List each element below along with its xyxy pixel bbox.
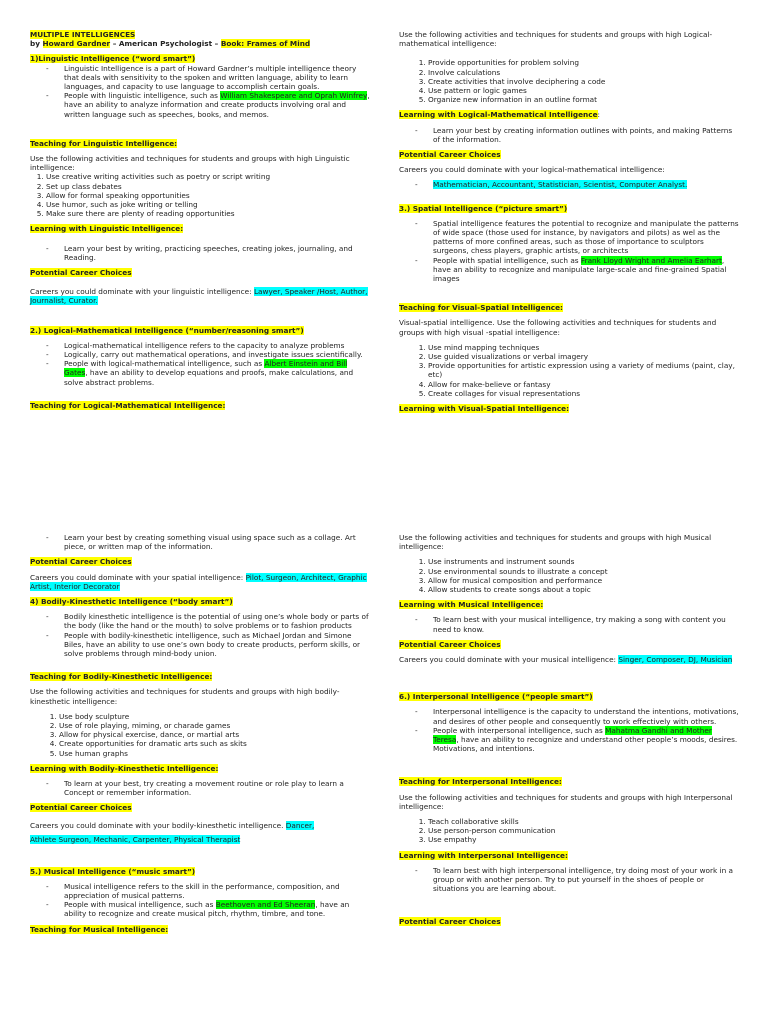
linguistic-teaching-list [30,172,370,218]
linguistic-teaching-intro: Use the following activities and techniques for students and groups with high Linguistic intelligence: [30,154,350,173]
list-item: - Learn your best by creating information outlines with points, and making Patterns of the information. [433,126,739,144]
page1-right-column [399,30,739,413]
list-item: 4. Create opportunities for dramatic arts such as skits [59,739,370,748]
logical-teaching-heading: Teaching for Logical-Mathematical Intelligence: [30,400,226,410]
interpersonal-learning-list [399,866,739,894]
logical-career-text: Careers you could dominate with your logical-mathematical intelligence: [399,165,665,175]
linguistic-learning-heading: Learning with Linguistic Intelligence: [30,224,184,234]
spatial-learning-list [30,533,370,551]
musical-heading: 5.) Musical Intelligence (“music smart”) [30,866,196,876]
linguistic-career-heading: Potential Career Choices [30,268,132,278]
page2-left-column [30,533,370,934]
bodily-teaching-heading: Teaching for Bodily-Kinesthetic Intelligence: [30,672,213,682]
list-item: - To learn best with your musical intelligence, try making a song with content you need to know. [433,615,739,633]
list-item: 4. Allow students to create songs about a topic [428,585,739,594]
logical-heading: 2.) Logical-Mathematical Intelligence (“number/reasoning smart”) [30,325,304,335]
logical-learning-heading: Learning with Logical-Mathematical Intelligence: [399,110,600,120]
list-item: - To learn at your best, try creating a movement routine or role play to learn a Concept or remember information. [64,779,370,797]
list-item: 1. Use mind mapping techniques [428,343,739,352]
spatial-bullets [399,219,739,283]
list-item: - Learn your best by creating something visual using space such as a collage. Art piece, or written map of the information. [64,533,370,551]
logical-teaching-list [399,58,739,104]
page2-right-column [399,533,739,927]
list-item: - People with interpersonal intelligence, such as Mahatma Gandhi and Mother Teresa, have an ability to recognize and understand other people’s moods, desires. Motivations, and intentions. [433,726,739,754]
bodily-bullets [30,612,370,658]
list-item: - People with logical-mathematical intelligence, such as Albert Einstein and Bill Gates, have an ability to develop equations and proofs, make calculations, and solve abstract problems. [64,359,370,387]
list-item: - To learn best with high interpersonal intelligence, try doing most of your work in a group or with another person. Try to put yourself in the shoes of people or situations you are learning about. [433,866,739,894]
musical-learning-list [399,615,739,633]
linguistic-teaching-heading: Teaching for Linguistic Intelligence: [30,138,178,148]
linguistic-bullets [30,64,370,119]
bodily-learning-list [30,779,370,797]
list-item: - Mathematician, Accountant, Statistician, Scientist, Computer Analyst. [433,180,739,189]
musical-learning-heading: Learning with Musical Intelligence: [399,600,544,610]
linguistic-career-text: Careers you could dominate with your linguistic intelligence: Lawyer, Speaker /Host, Author, Journalist, Curator. [30,287,368,306]
list-item: 3. Use empathy [428,835,739,844]
list-item: 2. Use person-person communication [428,826,739,835]
musical-career-text: Careers you could dominate with your musical intelligence: Singer, Composer, DJ, Musician [399,655,733,665]
bodily-career-text: Careers you could dominate with your bodily-kinesthetic intelligence. Dancer, Athlete Surgeon, Mechanic, Carpenter, Physical Therapist [30,820,315,844]
list-item: - Spatial intelligence features the potential to recognize and manipulate the patterns of wide space (those used for instance, by navigators and pilots) as wel as the patterns of more confined areas, such as those of importance to sculptors surgeons, chess players, graphic artists, or architects [433,219,739,256]
musical-bullets [30,882,370,919]
list-item: 5. Organize new information in an outline format [428,95,739,104]
list-item: 4. Use pattern or logic games [428,86,739,95]
list-item: 2. Use guided visualizations or verbal imagery [428,352,739,361]
document-title: MULTIPLE INTELLIGENCES [30,30,136,39]
logical-career-heading: Potential Career Choices [399,150,501,160]
list-item: - Interpersonal intelligence is the capacity to understand the intentions, motivations, and desires of other people and consequently to work effectively with others. [433,707,739,725]
list-item: 3. Allow for physical exercise, dance, or martial arts [59,730,370,739]
spatial-teaching-heading: Teaching for Visual-Spatial Intelligence: [399,303,563,313]
spatial-teaching-list [399,343,739,398]
list-item: 5. Use human graphs [59,749,370,758]
list-item: 3. Allow for formal speaking opportunities [46,191,370,200]
bodily-teaching-intro: Use the following activities and techniques for students and groups with high bodily-kinesthetic intelligence: [30,687,340,706]
musical-teaching-heading: Teaching for Musical Intelligence: [30,924,169,934]
logical-career-list [399,180,739,189]
list-item: 2. Use of role playing, miming, or charade games [59,721,370,730]
bodily-learning-heading: Learning with Bodily-Kinesthetic Intelligence: [30,763,219,773]
spatial-career-text: Careers you could dominate with your spatial intelligence: Pilot, Surgeon, Architect, Graphic Artist, Interior Decorator [30,572,367,591]
spatial-heading: 3.) Spatial Intelligence (“picture smart”) [399,203,568,213]
bodily-heading: 4) Bodily-Kinesthetic Intelligence (“body smart”) [30,597,233,607]
spatial-career-heading: Potential Career Choices [30,557,132,567]
list-item: 1. Use creative writing activities such as poetry or script writing [46,172,370,181]
musical-teaching-intro: Use the following activities and techniques for students and groups with high Musical intelligence: [399,533,712,552]
list-item: - Linguistic Intelligence is a part of Howard Gardner’s multiple intelligence theory that deals with sensitivity to the spoken and written language, ability to learn languages, and capacity to use language to accomplish certain goals. [64,64,370,92]
musical-teaching-list [399,557,739,594]
page1-left-column [30,30,370,410]
spatial-teaching-intro: Visual-spatial intelligence. Use the following activities and techniques for students and groups with high visual -spatial intelligence: [399,318,717,337]
list-item: 5. Create collages for visual representations [428,389,739,398]
interpersonal-learning-heading: Learning with Interpersonal Intelligence: [399,850,568,860]
bodily-career-heading: Potential Career Choices [30,803,132,813]
list-item: 4. Allow for make-believe or fantasy [428,380,739,389]
list-item: 3. Allow for musical composition and performance [428,576,739,585]
list-item: 5. Make sure there are plenty of reading opportunities [46,209,370,218]
list-item: - People with spatial intelligence, such as Frank Lloyd Wright and Amelia Earhart, have an ability to recognize and manipulate large-scale and fine-grained Spatial images [433,256,739,284]
list-item: - People with musical intelligence, such as Beethoven and Ed Sheeran, have an ability to recognize and create musical pitch, rhythm, timbre, and tone. [64,900,370,918]
list-item: 2. Use environmental sounds to illustrate a concept [428,567,739,576]
interpersonal-career-heading: Potential Career Choices [399,917,501,927]
logical-bullets [30,341,370,387]
list-item: 1. Use instruments and instrument sounds [428,557,739,566]
logical-learning-list [399,126,739,144]
list-item: 3. Create activities that involve deciphering a code [428,77,739,86]
list-item: 1. Provide opportunities for problem solving [428,58,739,67]
list-item: - Learn your best by writing, practicing speeches, creating jokes, journaling, and Reading. [64,244,370,262]
logical-teaching-intro: Use the following activities and techniques for students and groups with high Logical-mathematical intelligence: [399,30,713,49]
list-item: 4. Use humor, such as joke writing or telling [46,200,370,209]
list-item: - People with linguistic intelligence, such as William Shakespeare and Oprah Winfrey, have an ability to analyze information and create products involving oral and written language such as speeches, books, and memos. [64,91,370,119]
list-item: 2. Involve calculations [428,68,739,77]
list-item: 1. Teach collaborative skills [428,817,739,826]
interpersonal-teaching-heading: Teaching for Interpersonal Intelligence: [399,777,562,787]
list-item: 2. Set up class debates [46,182,370,191]
interpersonal-bullets [399,707,739,753]
interpersonal-teaching-intro: Use the following activities and techniques for students and groups with high Interpersonal intelligence: [399,792,733,811]
list-item: - Musical intelligence refers to the skill in the performance, composition, and appreciation of musical patterns. [64,882,370,900]
list-item: - Bodily kinesthetic intelligence is the potential of using one’s whole body or parts of the body (like the hand or the mouth) to solve problems or to fashion products [64,612,370,630]
byline: by Howard Gardner – American Psychologist – Book: Frames of Mind [30,39,311,49]
linguistic-heading: 1)Linguistic Intelligence (“word smart”) [30,54,196,64]
list-item: - People with bodily-kinesthetic intelligence, such as Michael Jordan and Simone Biles, have an ability to use one’s own body to create products, perform skills, or solve problems through mind-body union. [64,631,370,659]
linguistic-learning-list [30,244,370,262]
interpersonal-teaching-list [399,817,739,845]
interpersonal-heading: 6.) Interpersonal Intelligence (“people smart”) [399,692,593,702]
bodily-teaching-list [30,712,370,758]
spatial-learning-heading: Learning with Visual-Spatial Intelligence: [399,404,570,414]
list-item: - Logical-mathematical intelligence refers to the capacity to analyze problems [64,341,370,350]
list-item: 3. Provide opportunities for artistic expression using a variety of mediums (paint, clay, etc) [428,361,739,379]
list-item: 1. Use body sculpture [59,712,370,721]
list-item: - Logically, carry out mathematical operations, and investigate issues scientifically. [64,350,370,359]
musical-career-heading: Potential Career Choices [399,639,501,649]
